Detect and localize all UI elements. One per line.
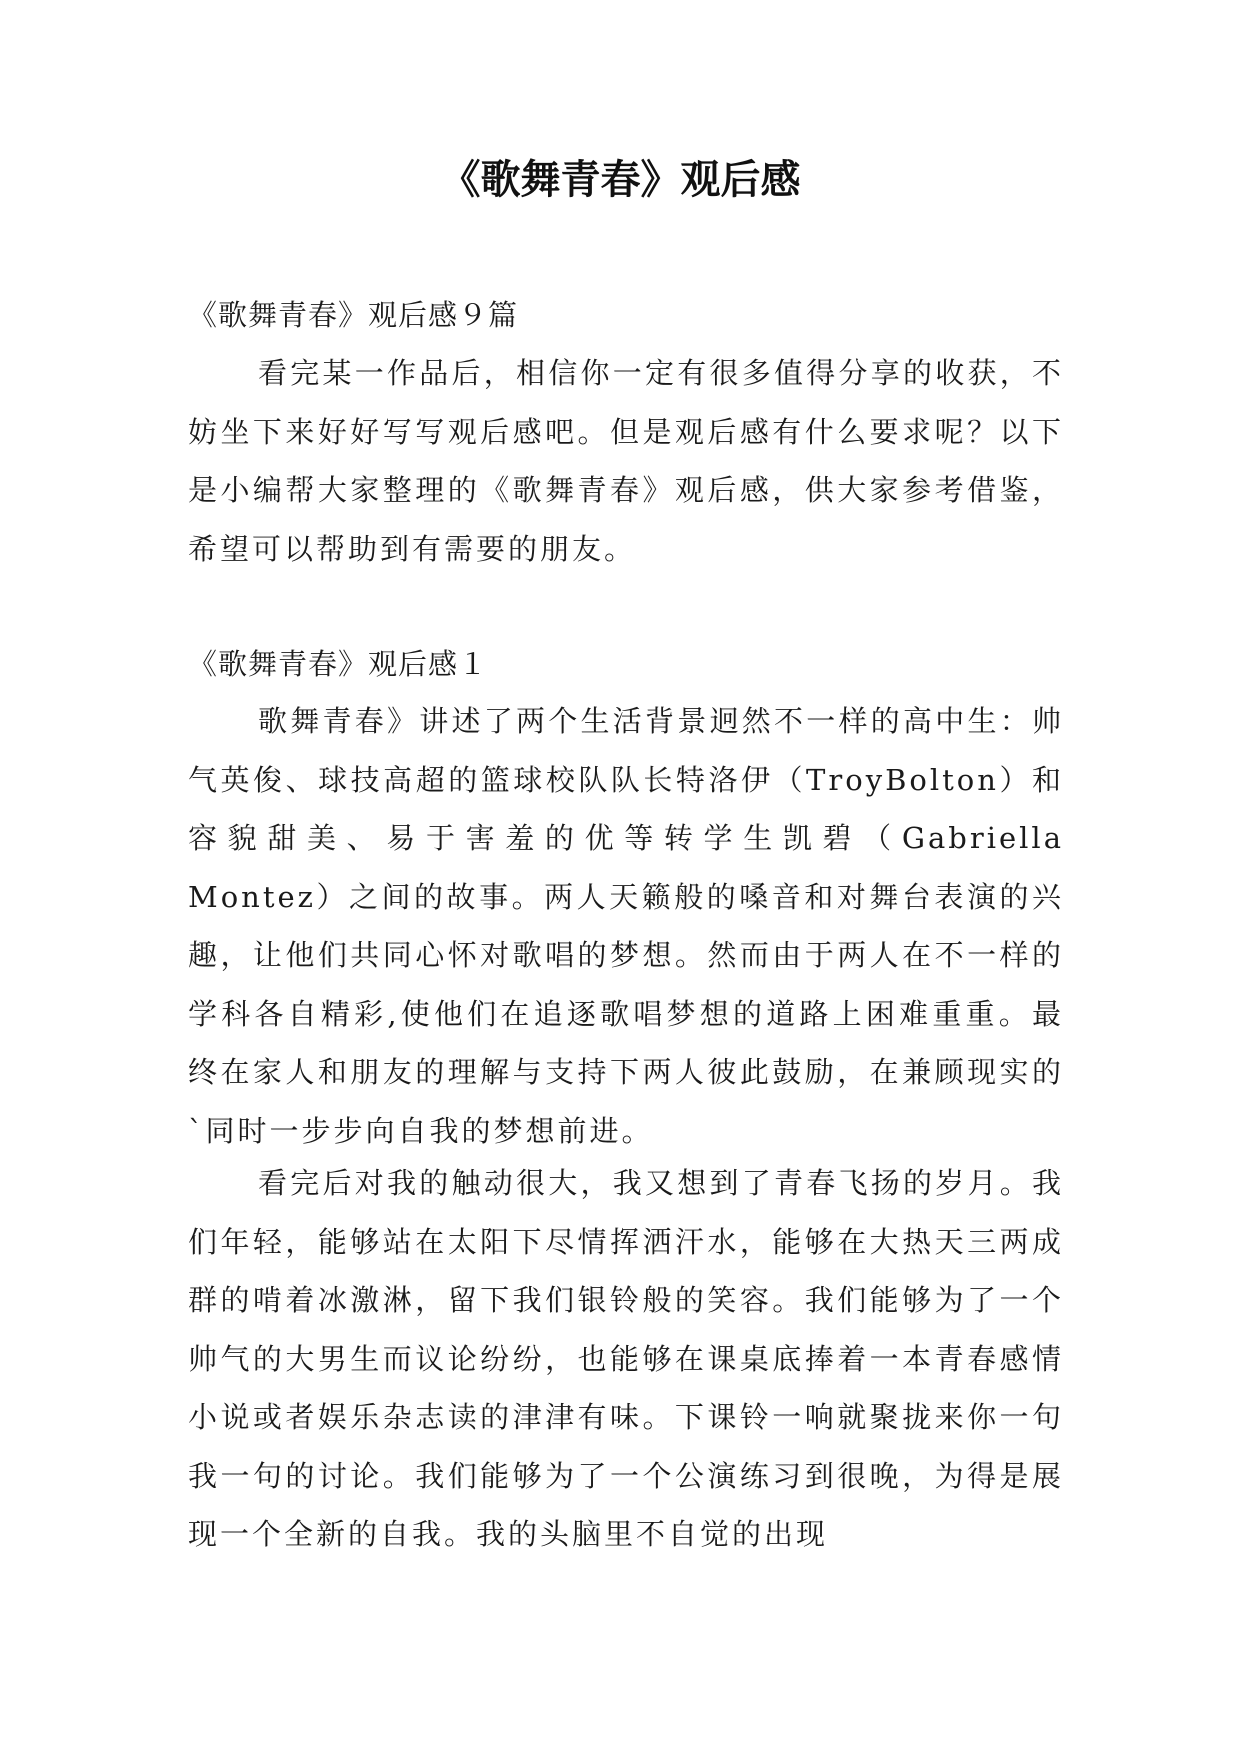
document-subtitle: 《歌舞青春》观后感９篇: [188, 298, 519, 332]
page-title: 《歌舞青春》观后感: [440, 157, 801, 203]
section-1-paragraph-2: 看完后对我的触动很大，我又想到了青春飞扬的岁月。我们年轻，能够站在太阳下尽情挥洒汗水，能够在大热天三两成群的啃着冰激淋，留下我们银铃般的笑容。我们能够为了一个帅气的大男生而议论纷纷，也能够在课桌底捧着一本青春感情小说或者娱乐杂志读的津津有味。下课铃一响就聚拢来你一句我一句的讨论。我们能够为了一个公演练习到很晚，为得是展现一个全新的自我。我的头脑里不自觉的出现: [188, 1166, 1064, 1551]
section-1-paragraph-1: 歌舞青春》讲述了两个生活背景迥然不一样的高中生：帅气英俊、球技高超的篮球校队队长特洛伊（TroyBolton）和容貌甜美、易于害羞的优等转学生凯碧（Gabriella Montez）之间的故事。两人天籁般的嗓音和对舞台表演的兴趣，让他们共同心怀对歌唱的梦想。然而由于两人在不一样的学科各自精彩,使他们在追逐歌唱梦想的道路上困难重重。最终在家人和朋友的理解与支持下两人彼此鼓励，在兼顾现实的`同时一步步向自我的梦想前进。: [188, 704, 1064, 1148]
intro-paragraph: 看完某一作品后，相信你一定有很多值得分享的收获，不妨坐下来好好写写观后感吧。但是观后感有什么要求呢？以下是小编帮大家整理的《歌舞青春》观后感，供大家参考借鉴，希望可以帮助到有需要的朋友。: [188, 356, 1064, 566]
section-1-heading: 《歌舞青春》观后感１: [188, 647, 489, 681]
